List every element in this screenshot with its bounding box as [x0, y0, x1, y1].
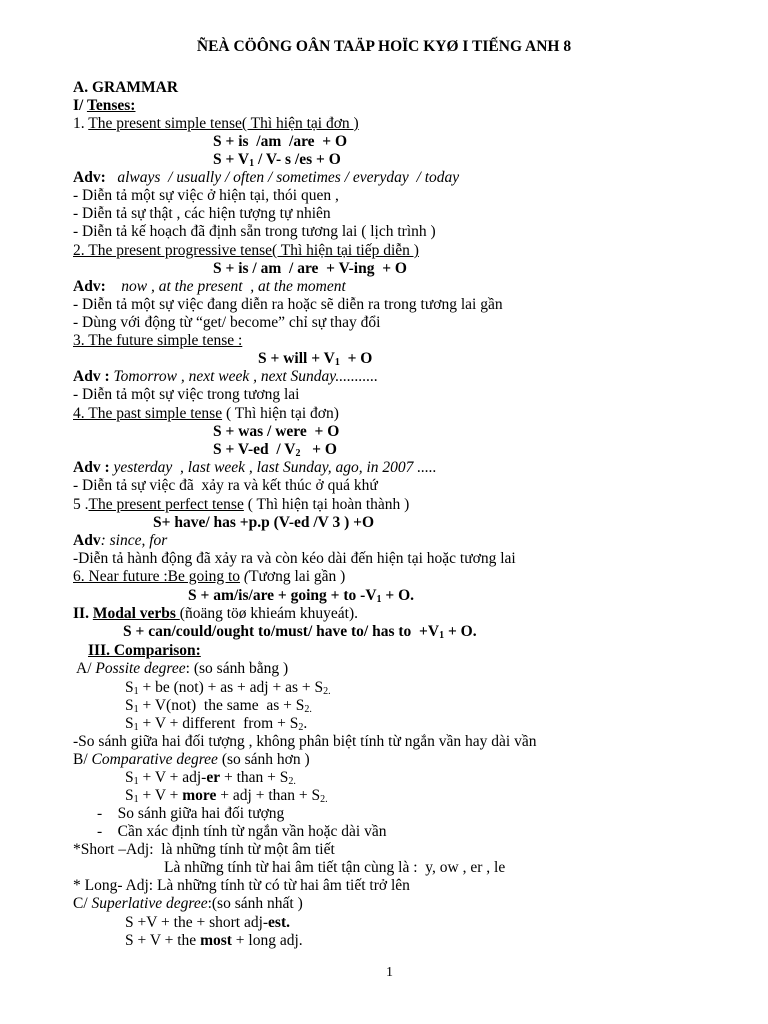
formula-subscript: 1: [249, 158, 255, 169]
comparison-c-formula-1: [125, 914, 290, 932]
formula-part: S + can/could/ought to/must/ have to/ has to +V: [123, 623, 440, 640]
adv-label: Adv :: [73, 459, 114, 476]
formula-subscript: 1: [439, 630, 445, 641]
adv-list: always / usually / often / sometimes / everyday / today: [105, 169, 460, 186]
tense-5-usage-1: -Diễn tả hành động đã xảy ra và còn kéo dài đến hiện tại hoặc tương lai: [73, 550, 516, 567]
page-number: 1: [386, 965, 393, 980]
formula-part: S: [125, 787, 134, 804]
tense-6-note-open: (: [240, 568, 250, 585]
formula-part: S: [125, 697, 134, 714]
formula-emphasis: most: [200, 932, 232, 949]
formula-emphasis: more: [182, 787, 217, 804]
short-adj-definition: *Short –Adj: là những tính từ một âm tiết: [73, 841, 335, 858]
tense-3-formula-1: [258, 350, 372, 368]
section-a-heading: A. GRAMMAR: [73, 79, 179, 96]
comparison-a-heading: [73, 660, 288, 678]
section-note: :(so sánh nhất ): [207, 895, 303, 912]
formula-part: + O.: [381, 587, 415, 604]
formula-part: S + V + the: [125, 932, 201, 949]
comparison-b-formula-1: [125, 769, 296, 787]
adv-label: Adv :: [73, 368, 114, 385]
section-name: Comparative degree: [91, 751, 218, 768]
formula-subscript: 1: [133, 794, 139, 805]
comparison-b-heading: [73, 751, 310, 769]
comparison-heading: III. Comparison:: [88, 642, 201, 659]
adv-list: now , at the present , at the moment: [105, 278, 346, 295]
modal-formula-1: [123, 623, 477, 641]
section-name: Superlative degree: [91, 895, 208, 912]
tense-5-name: The present perfect tense: [88, 496, 244, 513]
short-adj-definition-2: Là những tính từ hai âm tiết tận cùng là : y, ow , er , le: [164, 859, 506, 876]
tense-6-heading: [73, 568, 345, 586]
formula-part: S +V + the + short adj-: [125, 914, 269, 931]
section-name: Possite degree: [95, 660, 186, 677]
comparison-a-formula-2: [125, 697, 312, 715]
section-letter: B/: [73, 751, 92, 768]
tense-2-formula-1: S + is / am / are + V-ing + O: [213, 260, 407, 277]
tense-6-name: 6. Near future :Be going to: [73, 568, 241, 585]
adv-list: : since, for: [100, 532, 168, 549]
formula-emphasis: est.: [268, 914, 290, 931]
formula-subscript: 2: [295, 448, 301, 459]
section-letter: C/: [73, 895, 92, 912]
formula-part: + V +: [138, 787, 183, 804]
comparison-b-formula-2: [125, 787, 328, 805]
tense-3-usage-1: - Diễn tả một sự việc trong tương lai: [73, 386, 300, 403]
formula-part: + O: [339, 350, 373, 367]
tenses-heading: [73, 97, 135, 115]
formula-subscript: 1: [376, 594, 382, 605]
formula-part: S: [125, 715, 134, 732]
tense-3-heading: 3. The future simple tense :: [73, 332, 243, 349]
tense-1-usage-1: - Diễn tả một sự việc ở hiện tại, thói quen ,: [73, 187, 339, 204]
comparison-a-formula-3: [125, 715, 307, 733]
tense-4-formula-1: S + was / were + O: [213, 423, 340, 440]
adv-list: Tomorrow , next week , next Sunday...........: [113, 368, 378, 385]
tense-2-heading: 2. The present progressive tense( Thì hiện tại tiếp diễn ): [73, 242, 419, 259]
tense-2-usage-1: - Diễn tả một sự việc đang diễn ra hoặc sẽ diễn ra trong tương lai gần: [73, 296, 503, 313]
tense-1-usage-2: - Diễn tả sự thật , các hiện tượng tự nhiên: [73, 205, 331, 222]
formula-subscript: 2.: [288, 776, 296, 787]
formula-part: + V + different from + S: [138, 715, 299, 732]
tense-5-formula-1: S+ have/ has +p.p (V-ed /V 3 ) +O: [153, 514, 374, 531]
formula-part: + O: [300, 441, 337, 458]
formula-part: + O.: [444, 623, 477, 640]
formula-subscript: 1: [133, 776, 139, 787]
formula-part: S + will + V: [258, 350, 335, 367]
tense-2-adverbs: [73, 278, 346, 296]
formula-part: / V- s /es + O: [254, 151, 341, 168]
tenses-label: Tenses:: [86, 97, 136, 114]
formula-part: .: [303, 715, 308, 732]
formula-part: + long adj.: [231, 932, 303, 949]
tense-1-heading: [73, 115, 359, 133]
formula-subscript: 2: [298, 722, 304, 733]
formula-subscript: 2.: [320, 794, 328, 805]
section-letter: A/: [73, 660, 96, 677]
tense-6-note: Tương lai gần ): [249, 568, 346, 585]
tense-4-adverbs: [73, 459, 437, 477]
tenses-number: I/: [73, 97, 87, 114]
comparison-b-usage-2: - Cần xác định tính từ ngắn vần hoặc dài vần: [97, 823, 387, 840]
tense-4-note: ( Thì hiện tại đơn): [222, 405, 339, 422]
document-title: ÑEÀ CÖÔNG OÂN TAÄP HOÏC KYØ I TIẾNG ANH 8: [196, 38, 572, 55]
formula-subscript: 1: [334, 357, 340, 368]
long-adj-definition: * Long- Adj: Là những tính từ có từ hai âm tiết trở lên: [73, 877, 410, 894]
formula-part: S: [125, 679, 134, 696]
tense-5-number: 5 .: [73, 496, 89, 513]
modal-note: (ñoäng töø khieám khuyeát).: [179, 605, 358, 622]
adv-list: yesterday , last week , last Sunday, ago, in 2007 .....: [113, 459, 437, 476]
tense-4-name: 4. The past simple tense: [73, 405, 223, 422]
tense-1-number: 1.: [73, 115, 89, 132]
modal-label: Modal verbs: [92, 605, 180, 622]
tense-4-formula-2: [213, 441, 337, 459]
formula-part: + adj + than + S: [216, 787, 321, 804]
formula-emphasis: er: [206, 769, 221, 786]
comparison-b-usage-1: - So sánh giữa hai đối tượng: [97, 805, 285, 822]
formula-part: + than + S: [220, 769, 289, 786]
formula-part: + V + adj-: [138, 769, 207, 786]
tense-1-formula-1: S + is /am /are + O: [213, 133, 348, 150]
tense-1-usage-3: - Diễn tả kế hoạch đã định sẵn trong tương lai ( lịch trình ): [73, 223, 436, 240]
comparison-c-formula-2: [125, 932, 303, 950]
tense-6-formula-1: [188, 587, 414, 605]
adv-label: Adv: [73, 532, 101, 549]
tense-4-usage-1: - Diễn tả sự việc đã xảy ra và kết thúc ở quá khứ: [73, 477, 378, 494]
formula-part: S + V: [213, 151, 250, 168]
formula-part: + be (not) + as + adj + as + S: [138, 679, 324, 696]
formula-part: S + am/is/are + going + to -V: [188, 587, 377, 604]
tense-3-adverbs: [73, 368, 378, 386]
formula-part: S: [125, 769, 134, 786]
formula-subscript: 2.: [323, 686, 331, 697]
tense-1-formula-2: [213, 151, 341, 169]
formula-subscript: 1: [133, 722, 139, 733]
tense-5-adverbs: [73, 532, 167, 550]
tense-5-heading: [73, 496, 409, 514]
formula-part: S + V-ed / V: [213, 441, 296, 458]
formula-subscript: 1: [133, 704, 139, 715]
section-note: (so sánh hơn ): [217, 751, 310, 768]
formula-subscript: 1: [133, 686, 139, 697]
section-note: : (so sánh bằng ): [185, 660, 289, 677]
tense-5-note: ( Thì hiện tại hoàn thành ): [243, 496, 410, 513]
adv-label: Adv:: [73, 278, 106, 295]
comparison-a-formula-1: [125, 679, 331, 697]
tense-4-heading: [73, 405, 339, 423]
formula-part: + V(not) the same as + S: [138, 697, 305, 714]
modal-number: II.: [73, 605, 93, 622]
formula-subscript: 2.: [304, 704, 312, 715]
adv-label: Adv:: [73, 169, 106, 186]
modal-heading: [73, 605, 358, 623]
comparison-a-note: -So sánh giữa hai đối tượng , không phân biệt tính từ ngắn vần hay dài vần: [73, 733, 537, 750]
comparison-c-heading: [73, 895, 303, 913]
tense-1-name: The present simple tense( Thì hiện tại đơn ): [88, 115, 359, 132]
tense-2-usage-2: - Dùng với động từ “get/ become” chỉ sự thay đổi: [73, 314, 381, 331]
tense-1-adverbs: [73, 169, 459, 187]
